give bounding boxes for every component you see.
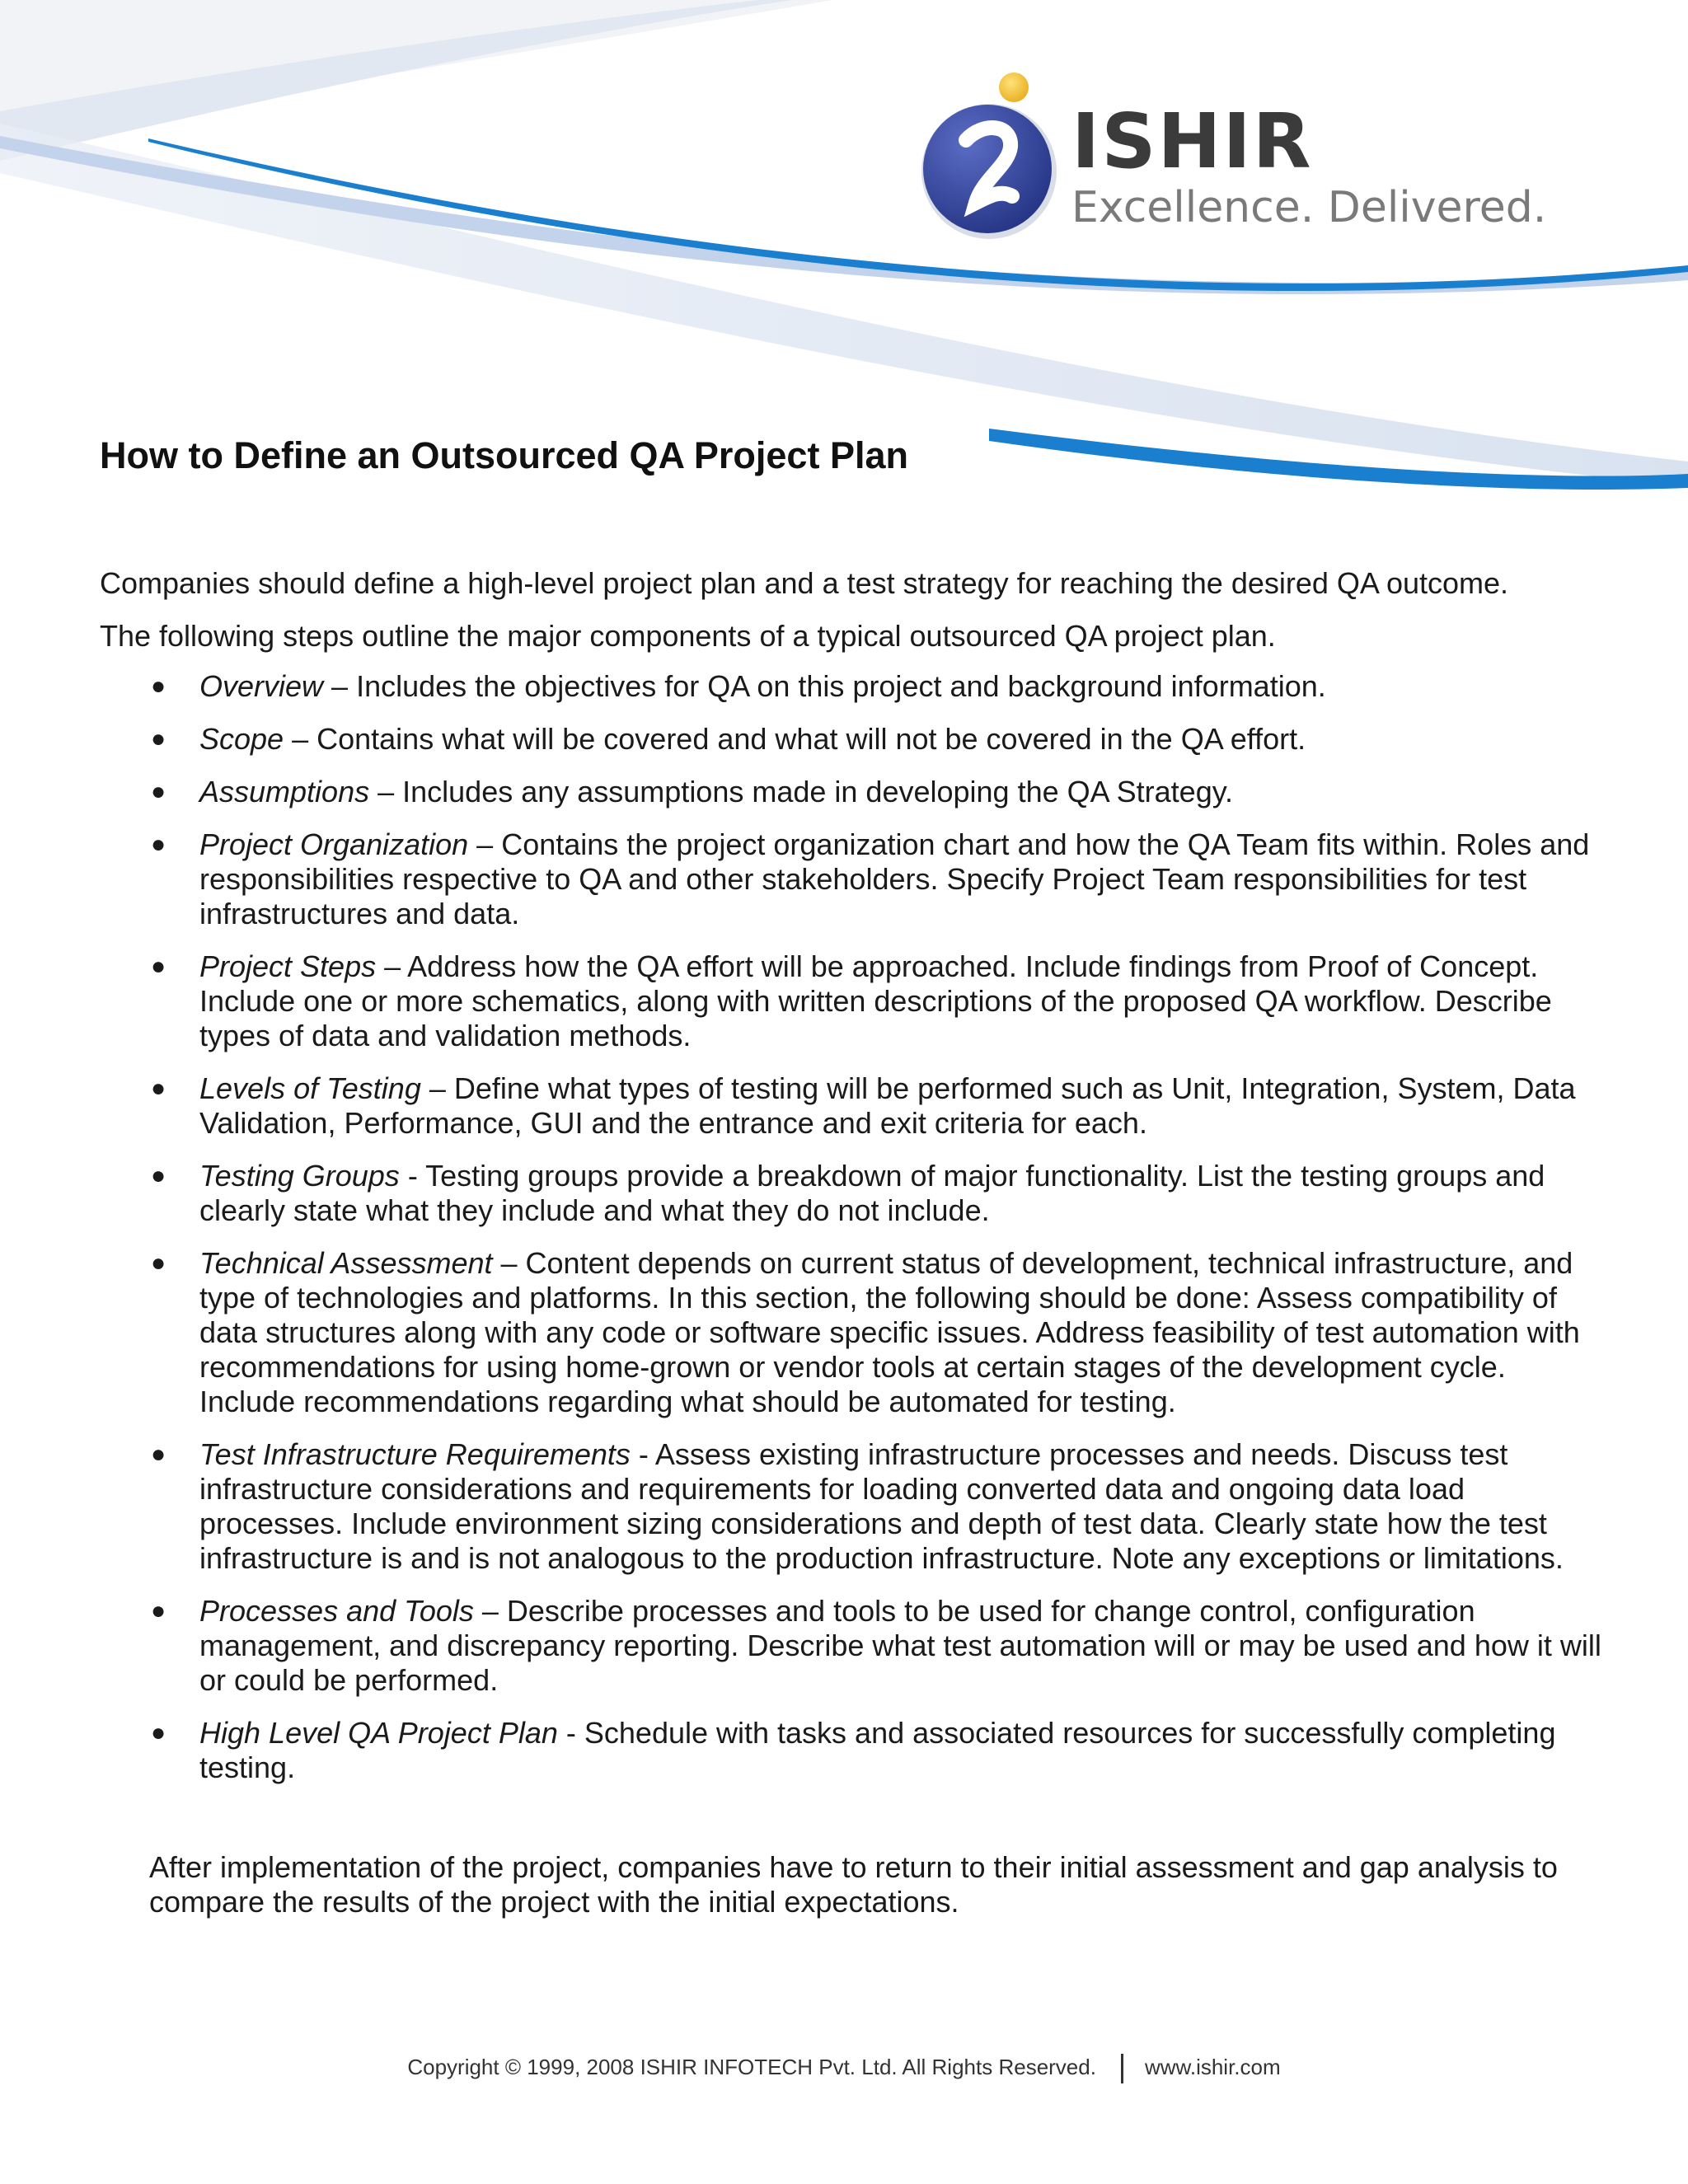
item-text: Content depends on current status of development, technical infrastructure, and type of technologies and platforms. In this section, the following should be done: Assess compatibility of data structures along with any code or software specific issues. Address feasibility of test automation with recommendations for using home-grown or vendor tools at certain stages of the development cycle. Include recommendations regarding what should be automated for testing. <box>199 1246 1580 1418</box>
item-text: Schedule with tasks and associated resources for successfully completing testing. <box>199 1716 1556 1784</box>
item-text: Assess existing infrastructure processes and needs. Discuss test infrastructure considerations and requirements for loading converted data and ongoing data load processes. Include environment sizing considerations and depth of test data. Clearly state how the test infrastructure is and is not analogous to the production infrastructure. Note any exceptions or limitations. <box>199 1437 1564 1575</box>
bullet-icon: ● <box>151 673 166 700</box>
item-text: Describe processes and tools to be used for change control, configuration management, and discrepancy reporting. Describe what test automation will or may be used and how it will or could be performed. <box>199 1594 1601 1697</box>
item-separator: – <box>284 722 317 756</box>
intro-paragraph-line: Companies should define a high-level project plan and a test strategy for reaching the desired QA outcome. <box>100 566 1509 600</box>
item-text: Includes the objectives for QA on this project and background information. <box>356 669 1326 703</box>
bullet-icon: ● <box>151 1162 166 1189</box>
item-term: Technical Assessment <box>199 1246 493 1280</box>
item-separator: - <box>399 1159 426 1193</box>
list-item-test-infrastructure-requirements <box>100 1437 1608 1576</box>
item-separator: – <box>369 775 403 808</box>
item-separator: – <box>420 1071 454 1105</box>
item-term: High Level QA Project Plan <box>199 1716 558 1750</box>
item-term: Levels of Testing <box>199 1071 421 1105</box>
website-link[interactable]: www.ishir.com <box>1144 2054 1281 2079</box>
list-item-testing-groups <box>100 1159 1608 1228</box>
closing-paragraph: After implementation of the project, companies have to return to their initial assessment and gap analysis to compare the results of the project with the initial expectations. <box>149 1850 1558 1919</box>
item-term: Project Steps <box>199 949 377 983</box>
bullet-icon: ● <box>151 953 166 980</box>
item-term: Project Organization <box>199 827 469 861</box>
item-separator: – <box>376 949 408 983</box>
bullet-icon: ● <box>151 1075 166 1102</box>
list-item-overview <box>100 669 1608 704</box>
item-separator: – <box>492 1246 526 1280</box>
item-separator: - <box>557 1716 584 1750</box>
item-text: Includes any assumptions made in developing the QA Strategy. <box>402 775 1234 808</box>
bullet-icon: ● <box>151 778 166 805</box>
list-item-project-steps <box>100 949 1608 1053</box>
item-text: Testing groups provide a breakdown of major functionality. List the testing groups and clearly state what they include and what they do not include. <box>199 1159 1545 1227</box>
item-term: Processes and Tools <box>199 1594 474 1628</box>
page-footer <box>0 2054 1688 2083</box>
list-item-processes-and-tools <box>100 1594 1608 1698</box>
ishir-logo <box>915 64 1547 246</box>
item-term: Overview <box>199 669 324 703</box>
bullet-icon: ● <box>151 1719 166 1746</box>
bullet-icon: ● <box>151 1597 166 1624</box>
ishir-i-badge-icon <box>915 64 1071 246</box>
item-separator: – <box>323 669 357 703</box>
footer-separator <box>1121 2054 1123 2083</box>
brand-tagline: Excellence. Delivered. <box>1071 183 1547 232</box>
intro-paragraph-line: The following steps outline the major components of a typical outsourced QA project plan. <box>100 619 1276 653</box>
item-term: Testing Groups <box>199 1159 400 1193</box>
list-item-technical-assessment <box>100 1246 1608 1419</box>
copyright-notice: Copyright © 1999, 2008 ISHIR INFOTECH Pvt. Ltd. All Rights Reserved. <box>407 2054 1096 2079</box>
list-item-project-organization <box>100 827 1608 931</box>
brand-name: ISHIR <box>1071 97 1313 185</box>
item-separator: – <box>468 827 502 861</box>
item-text: Contains the project organization chart and how the QA Team fits within. Roles and responsibilities respective to QA and other stakeholders. Specify Project Team responsibilities for test infrastructures and data. <box>199 827 1590 930</box>
item-term: Assumptions <box>199 775 370 808</box>
item-text: Define what types of testing will be performed such as Unit, Integration, System, Data Validation, Performance, GUI and the entrance and exit criteria for each. <box>199 1071 1576 1140</box>
item-term: Scope <box>199 722 284 756</box>
list-item-high-level-qa-project-plan <box>100 1716 1608 1785</box>
item-separator: – <box>473 1594 507 1628</box>
bullet-icon: ● <box>151 725 166 752</box>
list-item-assumptions <box>100 775 1608 809</box>
item-text: Contains what will be covered and what will not be covered in the QA effort. <box>316 722 1306 756</box>
plan-components-list <box>100 669 1608 1803</box>
list-item-scope <box>100 722 1608 757</box>
item-text: Address how the QA effort will be approached. Include findings from Proof of Concept. Include one or more schematics, along with written descriptions of the proposed QA workflow. Describe types of data and validation methods. <box>199 949 1552 1052</box>
bullet-icon: ● <box>151 1249 166 1277</box>
list-item-levels-of-testing <box>100 1071 1608 1141</box>
bullet-icon: ● <box>151 831 166 858</box>
bullet-icon: ● <box>151 1441 166 1468</box>
item-term: Test Infrastructure Requirements <box>199 1437 631 1471</box>
page-title: How to Define an Outsourced QA Project Plan <box>100 434 908 476</box>
item-separator: - <box>630 1437 655 1471</box>
